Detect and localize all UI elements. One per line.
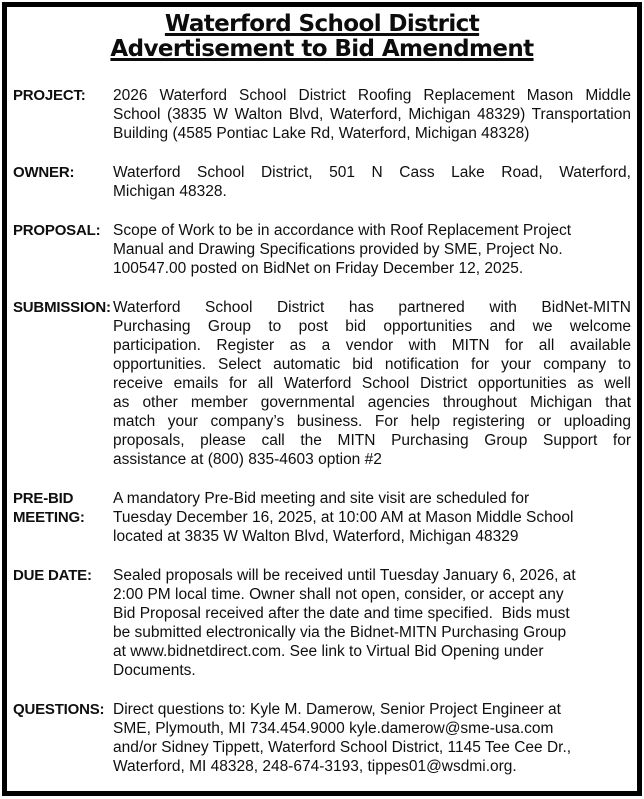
section-body-pre-bid-meeting xyxy=(113,489,631,546)
section-label-submission: SUBMISSION: xyxy=(13,299,111,316)
section-label-project: PROJECT: xyxy=(13,87,86,104)
section-owner xyxy=(13,163,631,201)
section-body-proposal xyxy=(113,221,631,278)
text-line: Direct questions to: Kyle M. Damerow, Senior Project Engineer at xyxy=(113,701,561,718)
section-body-due-date xyxy=(113,566,631,680)
text-line: opportunities. Select automatic bid notification for your company to xyxy=(113,356,631,373)
section-label-questions: QUESTIONS: xyxy=(13,701,105,718)
text-line: at www.bidnetdirect.com. See link to Virtual Bid Opening under xyxy=(113,643,544,660)
text-line: Waterford School District, 501 N Cass Lake Road, Waterford, xyxy=(113,164,631,181)
section-due-date xyxy=(13,566,631,680)
text-line: Documents. xyxy=(113,662,196,679)
section-body-project xyxy=(113,86,631,143)
section-body-submission xyxy=(113,298,631,469)
section-pre-bid-meeting xyxy=(13,489,631,546)
text-line: Scope of Work to be in accordance with Roof Replacement Project xyxy=(113,222,572,239)
section-label-proposal: PROPOSAL: xyxy=(13,222,101,239)
section-submission xyxy=(13,298,631,469)
text-line: 2026 Waterford School District Roofing Replacement Mason Middle xyxy=(113,87,631,104)
text-line: located at 3835 W Walton Blvd, Waterford, Michigan 48329 xyxy=(113,528,519,545)
text-line: Michigan 48328. xyxy=(113,183,227,200)
sections-container xyxy=(13,86,631,776)
section-label-owner: OWNER: xyxy=(13,164,75,181)
section-body-questions xyxy=(113,700,631,776)
section-label-pre-bid-meeting: PRE-BID MEETING: xyxy=(13,490,85,526)
section-project xyxy=(13,86,631,143)
section-proposal xyxy=(13,221,631,278)
text-line: School (3835 W Walton Blvd, Waterford, Michigan 48329) Transportation xyxy=(113,106,631,123)
section-label-due-date: DUE DATE: xyxy=(13,567,92,584)
text-line: A mandatory Pre-Bid meeting and site visit are scheduled for xyxy=(113,490,530,507)
text-line: Waterford School District has partnered with BidNet-MITN xyxy=(113,299,631,316)
title-line-2: Advertisement to Bid Amendment xyxy=(110,36,534,62)
text-line: Waterford, MI 48328, 248-674-3193, tippes01@wsdmi.org. xyxy=(113,758,517,775)
text-line: 100547.00 posted on BidNet on Friday December 12, 2025. xyxy=(113,260,524,277)
text-line: proposals, please call the MITN Purchasing Group Support for xyxy=(113,432,631,449)
text-line: 2:00 PM local time. Owner shall not open, consider, or accept any xyxy=(113,586,564,603)
text-line: be submitted electronically via the Bidnet-MITN Purchasing Group xyxy=(113,624,567,641)
text-line: Sealed proposals will be received until Tuesday January 6, 2026, at xyxy=(113,567,576,584)
section-body-owner xyxy=(113,163,631,201)
text-line: as other member governmental agencies throughout Michigan that xyxy=(113,394,631,411)
text-line: Tuesday December 16, 2025, at 10:00 AM at Mason Middle School xyxy=(113,509,574,526)
text-line: match your company’s business. For help registering or uploading xyxy=(113,413,631,430)
document-header xyxy=(13,12,631,62)
text-line: and/or Sidney Tippett, Waterford School District, 1145 Tee Cee Dr., xyxy=(113,739,572,756)
text-line: participation. Register as a vendor with MITN for all available xyxy=(113,337,631,354)
section-questions xyxy=(13,700,631,776)
text-line: Purchasing Group to post bid opportunities and we welcome xyxy=(113,318,631,335)
text-line: Building (4585 Pontiac Lake Rd, Waterford, Michigan 48328) xyxy=(113,125,530,142)
text-line: Manual and Drawing Specifications provided by SME, Project No. xyxy=(113,241,563,258)
text-line: assistance at (800) 835-4603 option #2 xyxy=(113,451,382,468)
page-border-frame xyxy=(2,2,642,796)
title-line-1: Waterford School District xyxy=(164,11,480,37)
text-line: SME, Plymouth, MI 734.454.9000 kyle.damerow@sme-usa.com xyxy=(113,720,554,737)
page-title xyxy=(13,12,631,62)
text-line: Bid Proposal received after the date and time specified. Bids must xyxy=(113,605,570,622)
text-line: receive emails for all Waterford School District opportunities as well xyxy=(113,375,631,392)
